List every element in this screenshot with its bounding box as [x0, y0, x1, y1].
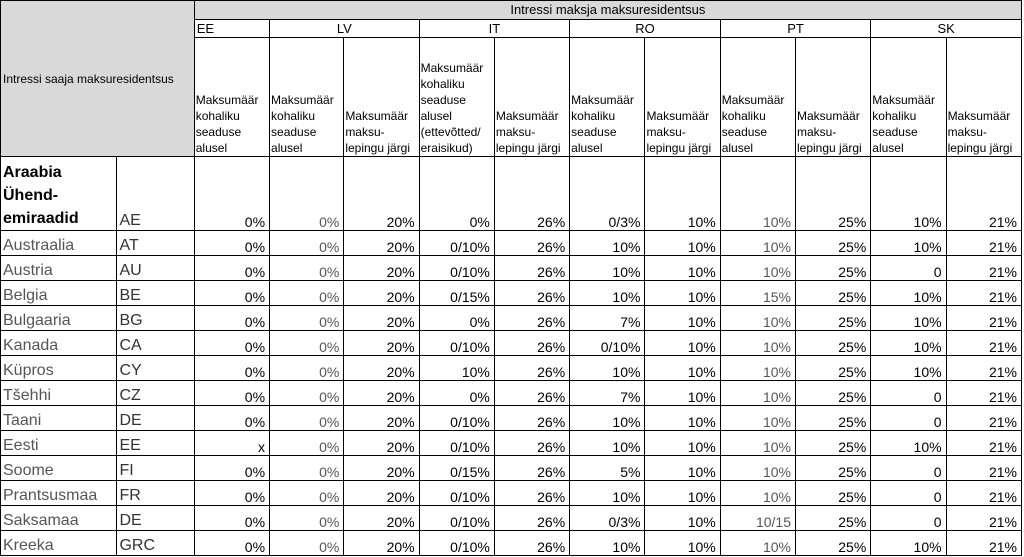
rate-cell: 21%	[946, 531, 1021, 556]
country-header-lv: LV	[270, 20, 420, 38]
country-name-cell: Tšehhi	[1, 381, 117, 406]
rate-cell: 10%	[871, 331, 946, 356]
rate-cell: 0%	[194, 456, 269, 481]
rate-cell: 0%	[194, 331, 269, 356]
rate-cell: 0%	[194, 531, 269, 556]
rate-cell: 25%	[796, 157, 871, 231]
rate-cell: 0	[871, 481, 946, 506]
rate-cell: 21%	[946, 356, 1021, 381]
rate-cell: 0/3%	[570, 157, 645, 231]
subheader-pt-treaty: Maksumäär maksu-lepingu järgi	[796, 38, 871, 157]
rate-cell: 25%	[796, 481, 871, 506]
rate-cell: 10%	[720, 256, 795, 281]
country-name-cell: Bulgaaria	[1, 306, 117, 331]
subheader-lv-local: Maksumäär kohaliku seaduse alusel	[270, 38, 344, 157]
country-header-ee: EE	[194, 20, 269, 38]
rate-cell: 10%	[720, 456, 795, 481]
country-name-cell: Araabia Ühend-emiraadid	[1, 157, 117, 231]
rate-cell: 26%	[494, 231, 569, 256]
rate-cell: 0/10%	[419, 531, 494, 556]
rate-cell: 10%	[645, 456, 720, 481]
country-name-cell: Prantsusmaa	[1, 481, 117, 506]
rate-cell: 21%	[946, 456, 1021, 481]
subheader-sk-treaty: Maksumäär maksu-lepingu järgi	[946, 38, 1021, 157]
rate-cell: 0%	[419, 381, 494, 406]
rate-cell: 10%	[570, 431, 645, 456]
rate-cell: 26%	[494, 281, 569, 306]
rate-cell: 10%	[871, 231, 946, 256]
rate-cell: 7%	[570, 381, 645, 406]
rate-cell: 20%	[344, 281, 419, 306]
rate-cell: 0/15%	[419, 281, 494, 306]
subheader-ro-treaty: Maksumäär maksu-lepingu järgi	[645, 38, 720, 157]
rate-cell: 10%	[871, 431, 946, 456]
rate-cell: 10%	[720, 306, 795, 331]
country-header-sk: SK	[871, 20, 1022, 38]
rate-cell: 10%	[645, 157, 720, 231]
country-code-cell: BG	[117, 306, 194, 331]
rate-cell: 25%	[796, 381, 871, 406]
rate-cell: 0%	[194, 157, 269, 231]
rate-cell: 26%	[494, 406, 569, 431]
country-name-cell: Austria	[1, 256, 117, 281]
rate-cell: 10%	[720, 356, 795, 381]
country-name-cell: Belgia	[1, 281, 117, 306]
rate-cell: 10%	[645, 331, 720, 356]
subheader-ee-local: Maksumäär kohaliku seaduse alusel	[194, 38, 269, 157]
rate-cell: 25%	[796, 356, 871, 381]
rate-cell: 21%	[946, 331, 1021, 356]
rate-cell: 0%	[194, 381, 269, 406]
rate-cell: 20%	[344, 406, 419, 431]
rate-cell: 10%	[570, 231, 645, 256]
rate-cell: 10%	[570, 531, 645, 556]
rate-cell: 26%	[494, 381, 569, 406]
rate-cell: 0	[871, 381, 946, 406]
rate-cell: 21%	[946, 157, 1021, 231]
country-header-it: IT	[419, 20, 570, 38]
country-code-cell: FR	[117, 481, 194, 506]
rate-cell: 10%	[720, 406, 795, 431]
rate-cell: 0%	[194, 506, 269, 531]
rate-cell: 0/10%	[419, 506, 494, 531]
rate-cell: 20%	[344, 231, 419, 256]
rate-cell: 0	[871, 506, 946, 531]
table-row	[1, 231, 1022, 256]
rate-cell: 0/10%	[419, 256, 494, 281]
rate-cell: 0/10%	[570, 331, 645, 356]
rate-cell: 0%	[270, 331, 344, 356]
rate-cell: 10%	[720, 481, 795, 506]
rate-cell: 7%	[570, 306, 645, 331]
rate-cell: 0/10%	[419, 431, 494, 456]
table-row	[1, 356, 1022, 381]
rate-cell: 20%	[344, 256, 419, 281]
country-header-ro: RO	[570, 20, 721, 38]
country-code-cell: BE	[117, 281, 194, 306]
rate-cell: 0%	[270, 281, 344, 306]
table-row	[1, 481, 1022, 506]
country-code-cell: DE	[117, 506, 194, 531]
rate-cell: 0%	[419, 157, 494, 231]
table-body	[1, 157, 1022, 556]
rate-cell: 0%	[270, 256, 344, 281]
rate-cell: 0/15%	[419, 456, 494, 481]
country-name-cell: Kreeka	[1, 531, 117, 556]
country-code-cell: AT	[117, 231, 194, 256]
table-row	[1, 456, 1022, 481]
rate-cell: 0%	[194, 356, 269, 381]
table-row	[1, 506, 1022, 531]
rate-cell: 0%	[194, 406, 269, 431]
country-header-pt: PT	[720, 20, 871, 38]
rate-cell: 26%	[494, 356, 569, 381]
rate-cell: 10%	[871, 157, 946, 231]
rate-cell: 26%	[494, 431, 569, 456]
rate-cell: 0%	[270, 231, 344, 256]
country-name-cell: Küpros	[1, 356, 117, 381]
country-code-cell: CA	[117, 331, 194, 356]
rate-cell: 0%	[270, 381, 344, 406]
subheader-it-local: Maksumäär kohaliku seaduse alusel (ettevõtted/ eraisikud)	[419, 38, 494, 157]
table-row	[1, 381, 1022, 406]
rate-cell: 10%	[720, 431, 795, 456]
rate-cell: 10%	[645, 431, 720, 456]
rate-cell: 10%	[570, 256, 645, 281]
country-name-cell: Soome	[1, 456, 117, 481]
table-row	[1, 256, 1022, 281]
rate-cell: 25%	[796, 331, 871, 356]
subheader-lv-treaty: Maksumäär maksu-lepingu järgi	[344, 38, 419, 157]
rate-cell: 21%	[946, 381, 1021, 406]
country-name-cell: Kanada	[1, 331, 117, 356]
rate-cell: 0%	[270, 157, 344, 231]
rate-cell: 5%	[570, 456, 645, 481]
rate-cell: 21%	[946, 431, 1021, 456]
rate-cell: 25%	[796, 431, 871, 456]
rate-cell: 21%	[946, 506, 1021, 531]
rate-cell: 0/10%	[419, 406, 494, 431]
rate-cell: 10%	[570, 356, 645, 381]
country-code-cell: FI	[117, 456, 194, 481]
rate-cell: 10%	[871, 281, 946, 306]
rate-cell: 25%	[796, 281, 871, 306]
rate-cell: 0	[871, 456, 946, 481]
rate-cell: 20%	[344, 506, 419, 531]
rate-cell: 10%	[570, 281, 645, 306]
rate-cell: 0%	[270, 431, 344, 456]
rate-cell: 0%	[194, 281, 269, 306]
rate-cell: 0%	[270, 531, 344, 556]
rate-cell: 21%	[946, 481, 1021, 506]
country-code-cell: GRC	[117, 531, 194, 556]
rate-cell: 0%	[194, 306, 269, 331]
rate-cell: 10%	[645, 381, 720, 406]
rate-cell: 0%	[270, 306, 344, 331]
rate-cell: 20%	[344, 531, 419, 556]
rate-cell: 10%	[645, 506, 720, 531]
rate-cell: 20%	[344, 157, 419, 231]
rate-cell: 0/10%	[419, 481, 494, 506]
rate-cell: 21%	[946, 256, 1021, 281]
rate-cell: 10%	[645, 256, 720, 281]
rate-cell: 20%	[344, 356, 419, 381]
country-code-cell: AE	[117, 157, 194, 231]
rate-cell: 10%	[720, 381, 795, 406]
rate-cell: 25%	[796, 506, 871, 531]
rate-cell: 10/15	[720, 506, 795, 531]
rate-cell: 21%	[946, 306, 1021, 331]
rate-cell: 10%	[645, 481, 720, 506]
country-code-cell: EE	[117, 431, 194, 456]
rate-cell: 20%	[344, 331, 419, 356]
rate-cell: 26%	[494, 481, 569, 506]
rate-cell: 0	[871, 406, 946, 431]
rate-cell: 25%	[796, 231, 871, 256]
rate-cell: 26%	[494, 157, 569, 231]
table-row	[1, 331, 1022, 356]
rate-cell: 25%	[796, 456, 871, 481]
rate-cell: 10%	[871, 531, 946, 556]
rate-cell: 25%	[796, 256, 871, 281]
rate-cell: 10%	[720, 331, 795, 356]
table-row	[1, 431, 1022, 456]
table-row	[1, 306, 1022, 331]
country-code-cell: CY	[117, 356, 194, 381]
rate-cell: 10%	[645, 231, 720, 256]
rate-cell: 0%	[194, 231, 269, 256]
subheader-pt-local: Maksumäär kohaliku seaduse alusel	[720, 38, 795, 157]
rate-cell: 0%	[194, 256, 269, 281]
rate-cell: 0%	[270, 506, 344, 531]
rate-cell: 15%	[720, 281, 795, 306]
rate-cell: 10%	[645, 406, 720, 431]
rate-cell: 10%	[419, 356, 494, 381]
rate-cell: 20%	[344, 306, 419, 331]
rate-cell: 10%	[645, 531, 720, 556]
rate-cell: 26%	[494, 506, 569, 531]
country-code-cell: CZ	[117, 381, 194, 406]
subheader-ro-local: Maksumäär kohaliku seaduse alusel	[570, 38, 645, 157]
rate-cell: 21%	[946, 231, 1021, 256]
table-row	[1, 406, 1022, 431]
country-name-cell: Eesti	[1, 431, 117, 456]
rate-cell: 10%	[720, 231, 795, 256]
rate-cell: 0%	[419, 306, 494, 331]
rate-cell: 26%	[494, 456, 569, 481]
rate-cell: 26%	[494, 531, 569, 556]
country-name-cell: Austraalia	[1, 231, 117, 256]
recipient-residency-header: Intressi saaja maksuresidentsus	[1, 1, 195, 157]
rate-cell: 20%	[344, 431, 419, 456]
rate-cell: 0/10%	[419, 231, 494, 256]
rate-cell: 0%	[270, 481, 344, 506]
rate-cell: 10%	[720, 157, 795, 231]
rate-cell: 10%	[570, 481, 645, 506]
rate-cell: x	[194, 431, 269, 456]
rate-cell: 0/10%	[419, 331, 494, 356]
subheader-sk-local: Maksumäär kohaliku seaduse alusel	[871, 38, 946, 157]
rate-cell: 10%	[871, 356, 946, 381]
subheader-it-treaty: Maksumäär maksu-lepingu järgi	[494, 38, 569, 157]
rate-cell: 25%	[796, 406, 871, 431]
rate-cell: 26%	[494, 331, 569, 356]
rate-cell: 10%	[645, 356, 720, 381]
rate-cell: 0%	[270, 406, 344, 431]
rate-cell: 26%	[494, 256, 569, 281]
rate-cell: 20%	[344, 381, 419, 406]
country-code-cell: DE	[117, 406, 194, 431]
rate-cell: 25%	[796, 531, 871, 556]
payer-residency-header: Intressi maksja maksuresidentsus	[194, 1, 1021, 20]
rate-cell: 21%	[946, 406, 1021, 431]
rate-cell: 0%	[270, 356, 344, 381]
rate-cell: 10%	[720, 531, 795, 556]
rate-cell: 10%	[645, 306, 720, 331]
rate-cell: 25%	[796, 306, 871, 331]
country-name-cell: Saksamaa	[1, 506, 117, 531]
rate-cell: 26%	[494, 306, 569, 331]
rate-cell: 10%	[570, 406, 645, 431]
rate-cell: 0%	[270, 456, 344, 481]
rate-cell: 0%	[194, 481, 269, 506]
rate-cell: 20%	[344, 481, 419, 506]
rate-cell: 20%	[344, 456, 419, 481]
rate-cell: 10%	[871, 306, 946, 331]
table-row	[1, 281, 1022, 306]
rate-cell: 0/3%	[570, 506, 645, 531]
table-row	[1, 531, 1022, 556]
table-row	[1, 157, 1022, 231]
rate-cell: 21%	[946, 281, 1021, 306]
rate-cell: 0	[871, 256, 946, 281]
rate-cell: 10%	[645, 281, 720, 306]
country-name-cell: Taani	[1, 406, 117, 431]
country-code-cell: AU	[117, 256, 194, 281]
